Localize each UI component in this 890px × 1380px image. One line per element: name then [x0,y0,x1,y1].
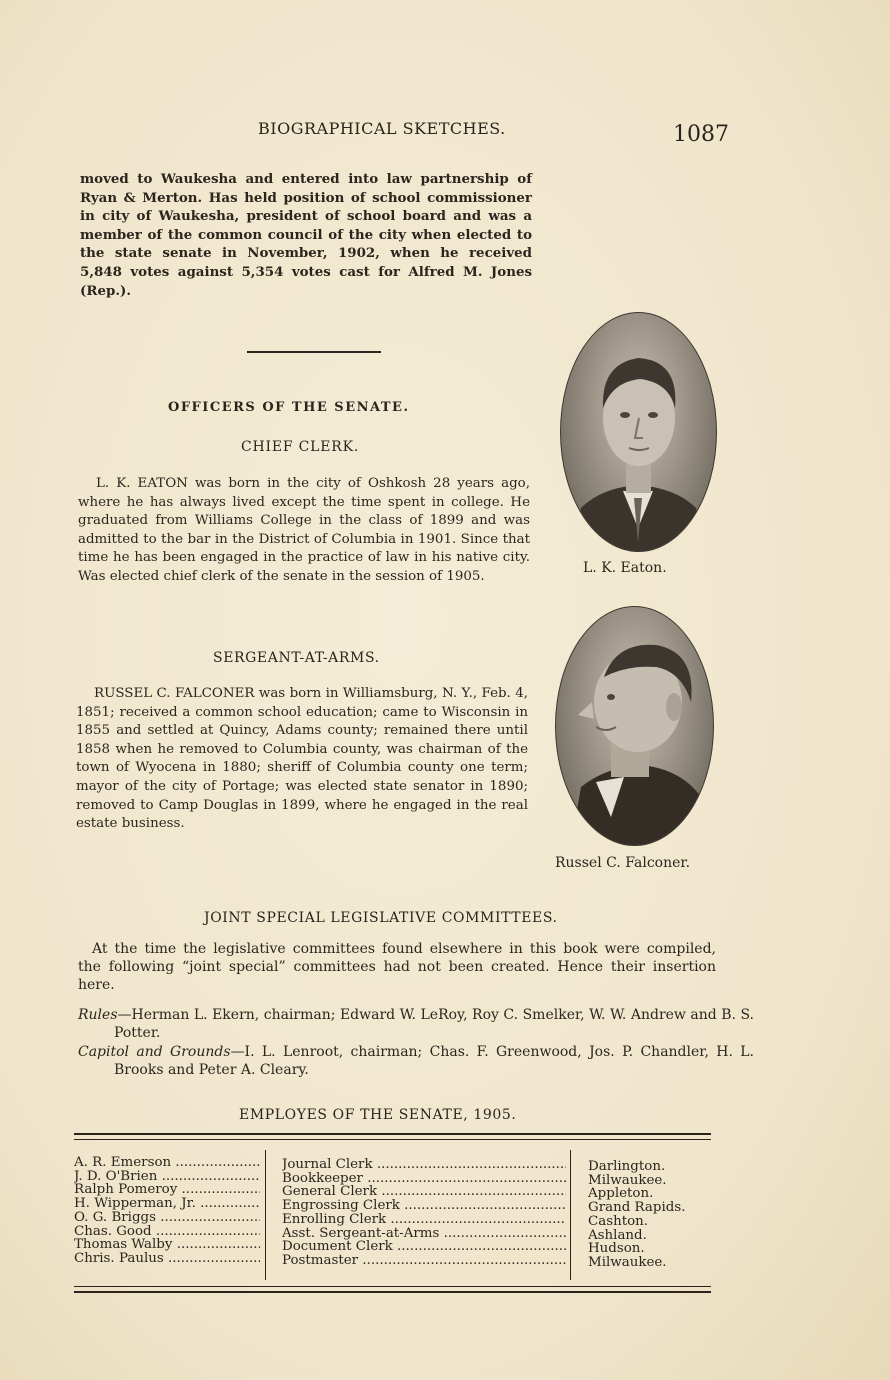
portrait-caption-falconer: Russel C. Falconer. [555,855,691,871]
sergeant-bio: RUSSEL C. FALCONER was born in Williamsburg, N. Y., Feb. 4, 1851; received a common school education; came to Wisconsin in 1855 and settled at Quincy, Adams county; remained there until 1858 when he removed to Columbia county, was chairman of the town of Wyocena in 1880; sheriff of Columbia county one term; mayor of the city of Portage; was elected state senator in 1890; removed to Camp Douglas in 1899, where he engaged in the real estate business. [76,686,528,832]
employee-name: Ralph Pomeroy ..... [74,1183,260,1197]
sergeant-heading: SERGEANT-AT-ARMS. [213,650,380,666]
running-title: BIOGRAPHICAL SKETCHES. [258,119,506,138]
employee-position: Postmaster ..... [282,1254,566,1268]
portrait-falconer-figure [556,607,713,845]
employee-name: Chas. Good ..... [74,1225,260,1239]
joint-committees-heading: JOINT SPECIAL LEGISLATIVE COMMITTEES. [204,910,558,926]
committee-members: —Herman L. Ekern, chairman; Edward W. LeRoy, Roy C. Smelker, W. W. Andrew and B. S. Potter. [114,1007,754,1041]
employee-position: Bookkeeper ..... [282,1172,566,1186]
employee-residence: Cashton. [588,1214,649,1229]
chief-clerk-heading: CHIEF CLERK. [241,439,360,455]
intro-paragraph: moved to Waukesha and entered into law partnership of Ryan & Merton. Has held position of school commissioner in city of Waukesha, president of school board and was a member of the common council of the city when elected to the state senate in November, 1902, when he received 5,848 votes against 5,354 votes cast for Alfred M. Jones (Rep.). [80,171,532,299]
portrait-eaton-figure [561,313,716,551]
employee-position: Enrolling Clerk ..... [282,1213,566,1227]
employee-residence: Appleton. [588,1187,654,1202]
employee-position: Journal Clerk ..... [282,1158,566,1172]
section-divider [247,351,381,353]
table-bottom-rule [74,1286,711,1293]
portrait-falconer [555,606,714,846]
employee-name: Thomas Walby ..... [74,1238,260,1252]
portrait-eaton [560,312,717,552]
employee-position: Engrossing Clerk ..... [282,1199,566,1213]
employee-name: Chris. Paulus ..... [74,1252,260,1266]
employee-residence: Milwaukee. [588,1173,667,1188]
employee-position: Document Clerk ..... [282,1240,566,1254]
employee-residence: Darlington. [588,1160,666,1174]
officers-heading: OFFICERS OF THE SENATE. [168,400,410,415]
employee-name: H. Wipperman, Jr. ..... [74,1197,260,1211]
column-divider [265,1150,266,1280]
employee-name: J. D. O'Brien ..... [74,1170,260,1184]
employee-residences-column [588,1160,708,1270]
committee-members: —I. L. Lenroot, chairman; Chas. F. Greenwood, Jos. P. Chandler, H. L. Brooks and Peter A. Cleary. [114,1044,754,1078]
employes-heading: EMPLOYES OF THE SENATE, 1905. [239,1107,517,1123]
employee-positions-column [282,1158,566,1268]
chief-clerk-bio: L. K. EATON was born in the city of Oshkosh 28 years ago, where he has always lived except the time spent in college. He graduated from Williams College in the class of 1899 and was admitted to the bar in the District of Columbia in 1901. Since that time he has been engaged in the practice of law in his native city. Was elected chief clerk of the senate in the session of 1905. [78,476,530,584]
committee-rules [78,1006,754,1042]
employee-name: O. G. Briggs ..... [74,1211,260,1225]
portrait-caption-eaton: L. K. Eaton. [583,560,667,576]
employee-residence: Milwaukee. [588,1255,667,1270]
table-top-rule [74,1133,711,1140]
committee-name: Capitol and Grounds [78,1044,231,1060]
employee-names-column [74,1156,260,1266]
column-divider [570,1150,571,1280]
employee-residence: Hudson. [588,1242,645,1256]
committee-capitol-grounds [78,1043,754,1079]
employee-position: Asst. Sergeant-at-Arms ..... [282,1227,566,1241]
employee-residence: Ashland. [588,1228,647,1243]
joint-committees-intro: At the time the legislative committees found elsewhere in this book were compiled, the following “joint special” committees had not been created. Hence their insertion here. [78,941,716,993]
committee-name: Rules [78,1007,118,1023]
employee-residence: Grand Rapids. [588,1201,686,1215]
employee-position: General Clerk ..... [282,1185,566,1199]
employee-name: A. R. Emerson ..... [74,1156,260,1170]
page-number: 1087 [673,122,729,147]
